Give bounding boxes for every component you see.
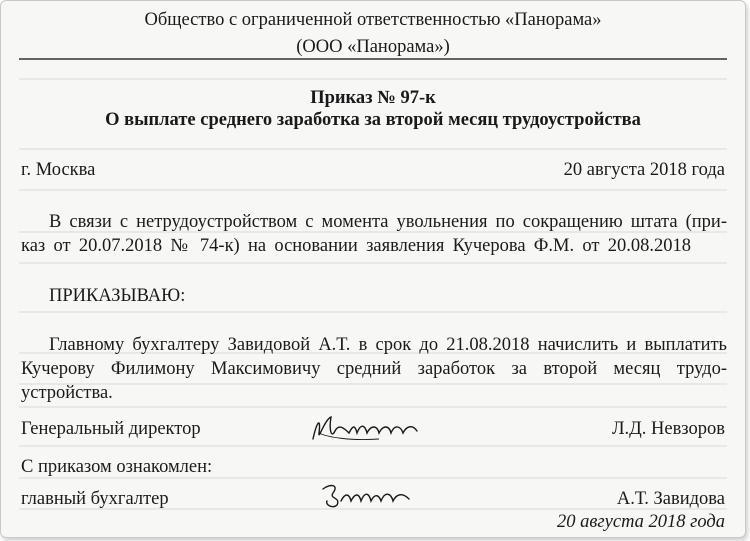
accountant-title: главный бухгалтер: [21, 489, 169, 509]
order-date: 20 августа 2018 года: [563, 160, 725, 180]
acknowledged-date: 20 августа 2018 года: [557, 512, 725, 532]
preamble-line-2: каз от 20.07.2018 № 74-к) на основании заявления Кучерова Ф.М. от 20.08.2018: [21, 236, 691, 256]
body-line-2: Кучерову Филимону Максимовичу средний заработок за второй месяц трудо-: [21, 359, 727, 379]
order-place: г. Москва: [21, 160, 96, 180]
order-number: Приказ № 97-к: [310, 88, 436, 108]
director-signature-image: [309, 411, 429, 447]
body-line-1: Главному бухгалтеру Завидовой А.Т. в срок до 21.08.2018 начислить и выплатить: [49, 335, 727, 355]
accountant-name: А.Т. Завидова: [616, 489, 725, 509]
director-title: Генеральный директор: [21, 419, 201, 439]
org-short-name: (ООО «Панорама»): [296, 37, 450, 57]
preamble-line-1: В связи с нетрудоустройством с момента увольнения по сокращению штата (при-: [49, 212, 727, 232]
order-word: ПРИКАЗЫВАЮ:: [49, 286, 186, 306]
order-subject: О выплате среднего заработка за второй месяц трудоустройства: [105, 110, 641, 130]
body-line-3: устройства.: [21, 383, 113, 403]
accountant-signature-image: [317, 479, 417, 513]
org-full-name: Общество с ограниченной ответственностью «Панорама»: [144, 10, 602, 30]
acknowledged-label: С приказом ознакомлен:: [21, 457, 213, 477]
director-name: Л.Д. Невзоров: [611, 419, 725, 439]
